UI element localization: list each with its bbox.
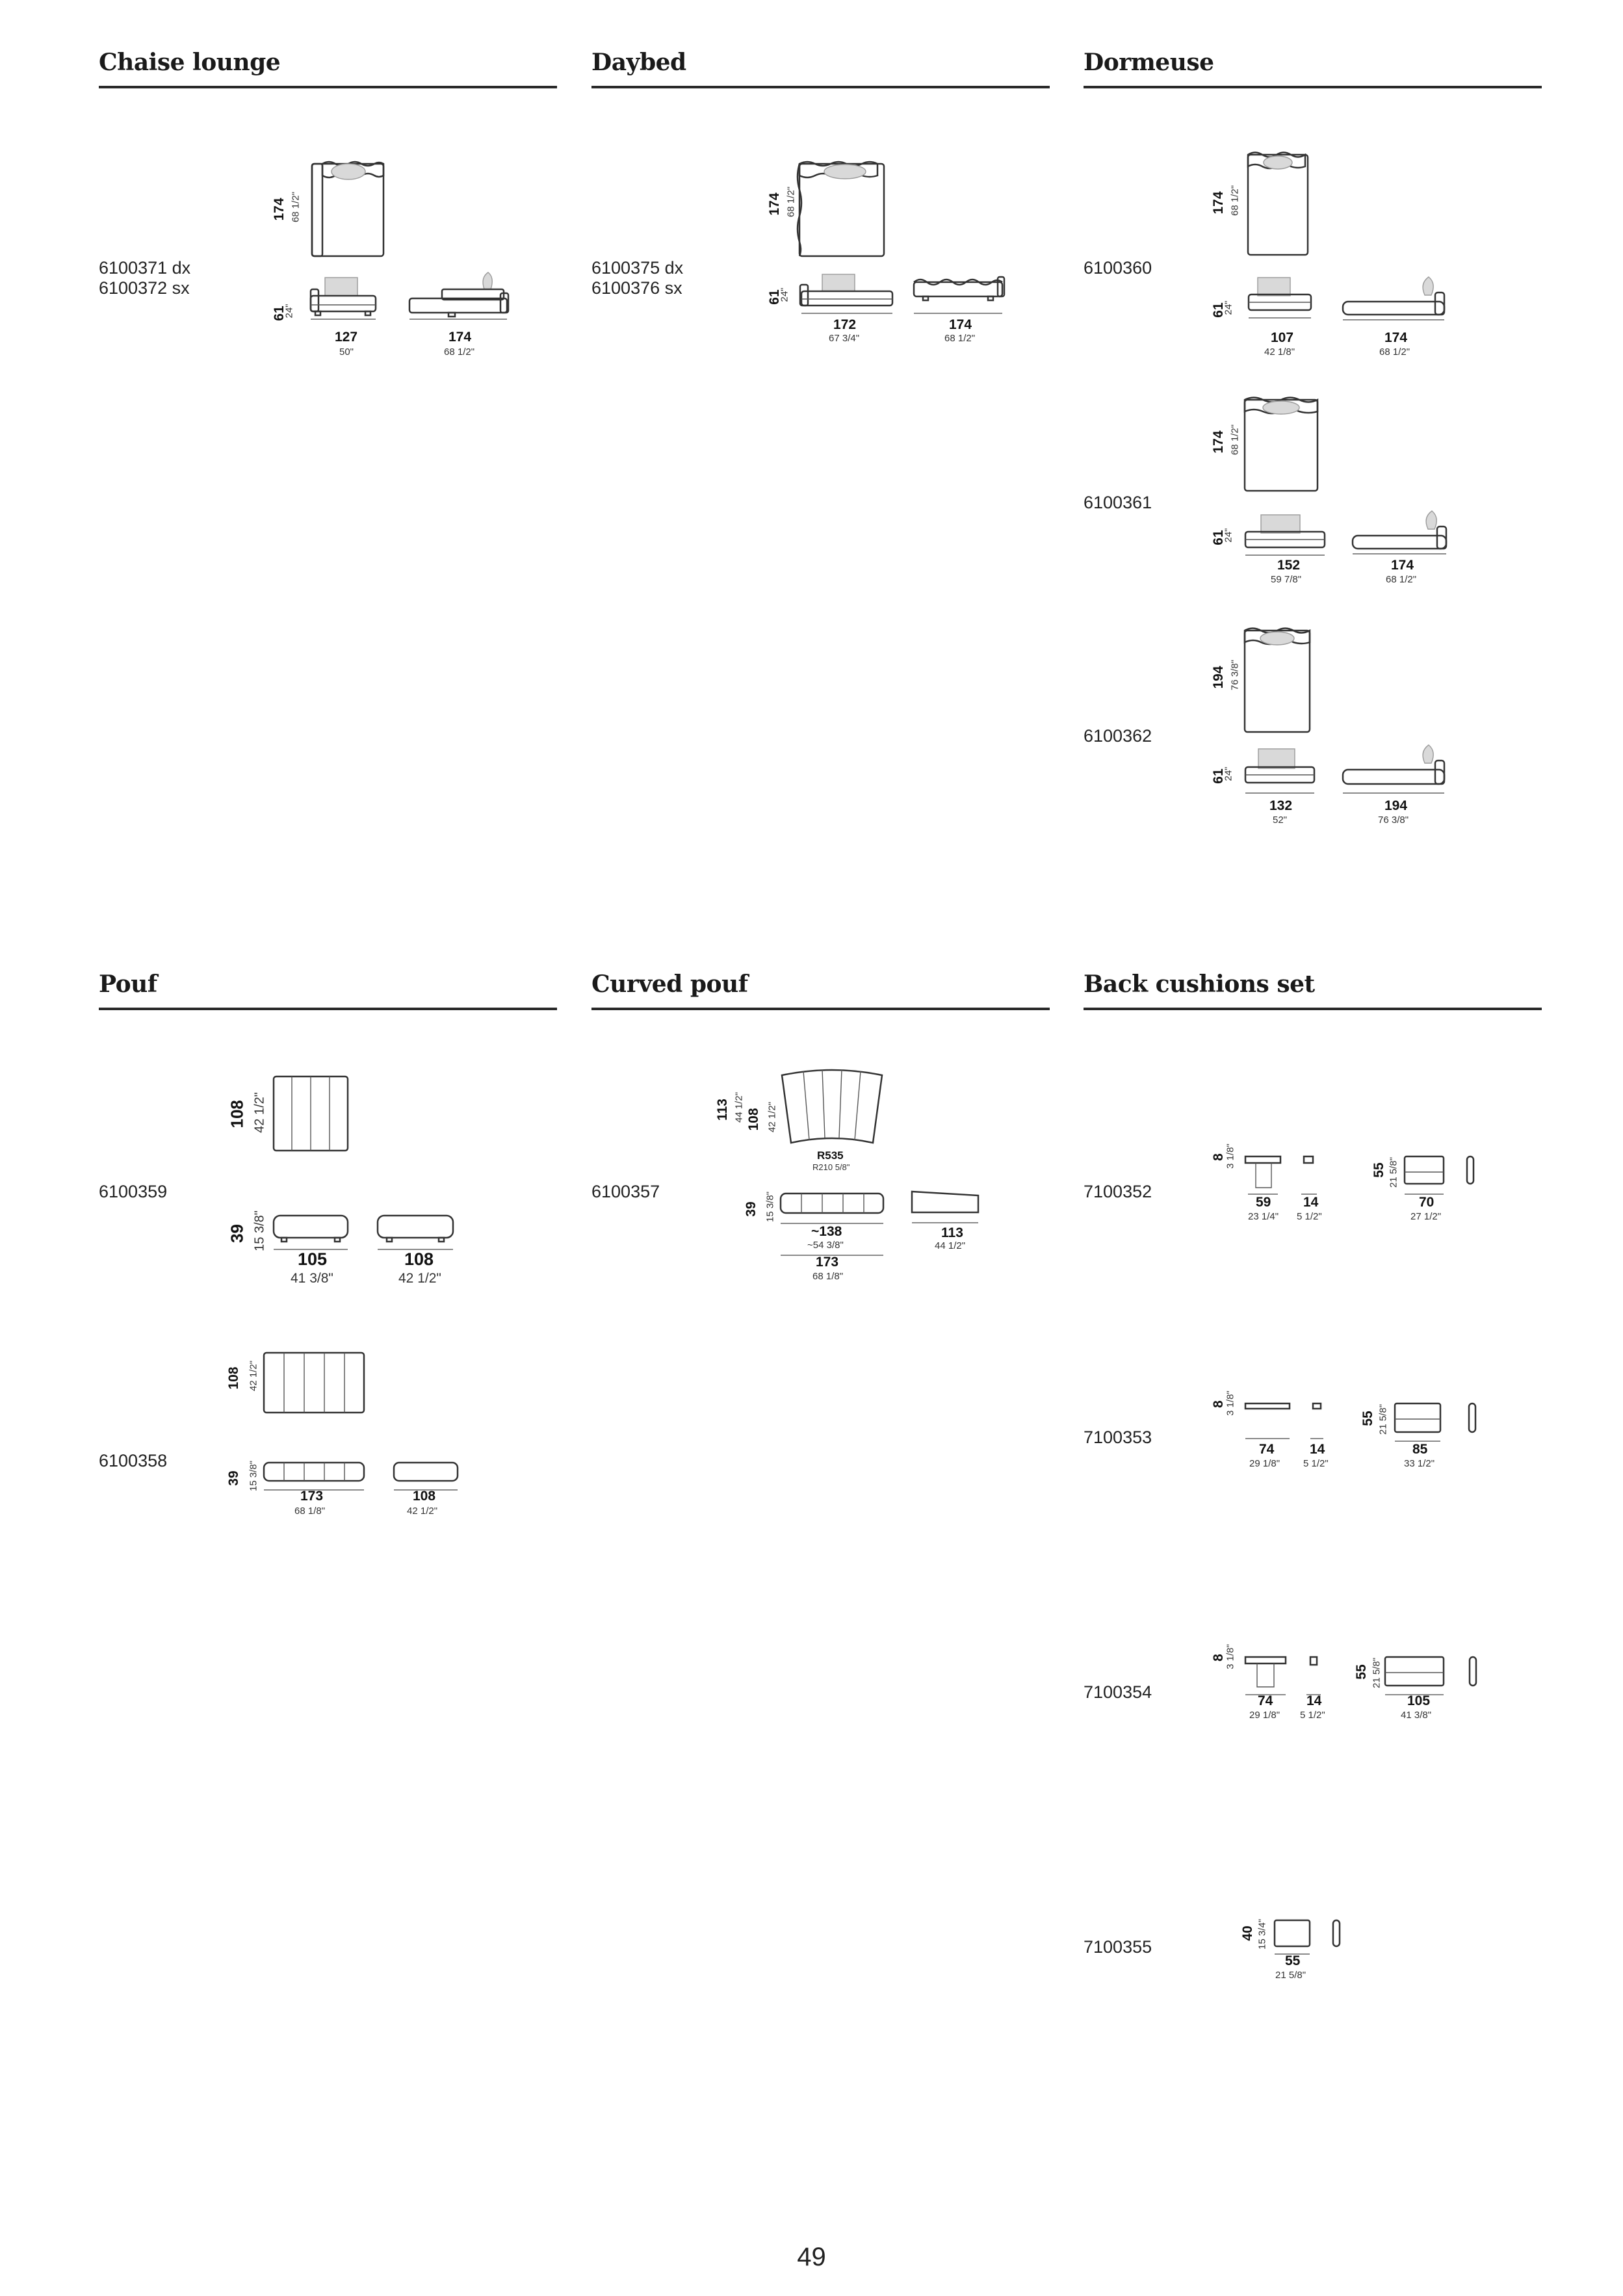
dim-front-width-cm: 105 [298,1249,328,1269]
dim-plan-depth-in: 76 3/8" [1229,659,1241,691]
dim-top-width-cm: 74 [1259,1442,1275,1457]
dim-plan-depth-in: 42 1/2" [252,1092,267,1133]
dim-inner-depth-in: 42 1/2" [766,1101,778,1133]
dim-plan-depth-in: 68 1/2" [1229,185,1241,216]
dim-top-width-in: 23 1/4" [1248,1211,1279,1222]
section-curved-pouf [591,969,1050,1010]
dim-side-length-in: 42 1/2" [398,1271,441,1286]
dormeuse-side-drawing [1339,273,1449,325]
dim-front-width-in: 68 1/8" [294,1506,326,1517]
dim-front-width-cm: 173 [816,1255,839,1270]
cushion-front-drawing [1271,1918,1349,1970]
cushion-front-drawing [1381,1654,1492,1713]
dormeuse-plan-drawing [1238,624,1316,735]
dim-side-depth-cm: 14 [1303,1195,1319,1210]
dim-side-length-cm: 174 [949,317,972,332]
product-code: 6100357 [591,1182,660,1201]
dim-front-width-in: 21 5/8" [1275,1970,1306,1981]
product-code: 6100359 [99,1182,168,1201]
section-divider [1084,1008,1542,1010]
dim-radius-cm: R535 [817,1149,844,1162]
dim-side-length-cm: 113 [941,1225,963,1240]
dormeuse-plan-drawing [1238,393,1323,497]
product-code: 6100375 dx 6100376 sx [591,258,684,298]
dormeuse-side-drawing [1349,507,1453,559]
section-title: Daybed [591,49,686,76]
dim-side-length-in: 76 3/8" [1378,815,1409,826]
dim-side-length-cm: 174 [1384,330,1408,345]
pouf-plan-drawing [270,1073,354,1157]
product-code: 6100360 [1084,258,1152,278]
dim-front-width-cm: 105 [1407,1693,1431,1708]
page-number: 49 [797,2243,826,2271]
section-divider [99,1008,557,1010]
dim-outer-depth-cm: 113 [715,1099,730,1121]
dim-arc-width-in: ~54 3/8" [807,1240,844,1251]
dim-plan-depth-cm: 108 [226,1366,241,1390]
dim-height-cm: 61 [272,306,287,321]
dim-side-length-in: 42 1/2" [407,1506,438,1517]
dim-front-width-in: 42 1/8" [1264,346,1295,358]
dim-front-width-in: 68 1/8" [812,1271,844,1282]
dormeuse-front-drawing [1241,514,1332,559]
product-code: 7100353 [1084,1428,1152,1447]
curved-pouf-front-drawing [777,1190,887,1229]
dim-front-width-in: 27 1/2" [1410,1211,1442,1222]
dim-plan-depth-cm: 174 [767,192,782,216]
section-title: Dormeuse [1084,49,1214,76]
curved-pouf-plan-drawing [777,1066,887,1151]
section-divider [591,86,1050,88]
dim-side-length-in: 44 1/2" [935,1240,966,1251]
dim-outer-depth-in: 44 1/2" [733,1091,745,1123]
dim-top-width-cm: 74 [1258,1693,1273,1708]
section-title: Pouf [99,971,157,998]
section-divider [591,1008,1050,1010]
dim-thickness-in: 3 1/8" [1225,1644,1236,1669]
product-code: 7100354 [1084,1682,1152,1702]
dim-radius-in: R210 5/8" [812,1162,850,1172]
pouf-plan-drawing [260,1349,370,1420]
dim-front-width-cm: 70 [1419,1195,1435,1210]
dim-height-cm: 39 [227,1224,247,1243]
dim-front-width-cm: 172 [833,317,857,332]
dim-thickness-cm: 8 [1211,1400,1226,1408]
dim-height-in: 24" [1223,300,1234,315]
section-title: Back cushions set [1084,971,1315,998]
section-dormeuse [1084,47,1542,88]
dim-front-width-cm: 85 [1412,1442,1428,1457]
section-daybed [591,47,1050,88]
cushion-front-drawing [1391,1401,1488,1459]
section-title: Chaise lounge [99,49,281,76]
dim-height-in: 15 3/8" [252,1210,267,1251]
dim-front-width-in: 67 3/4" [829,333,860,344]
dim-height-in: 24" [283,304,295,319]
product-code: 6100362 [1084,726,1152,746]
product-code: 7100352 [1084,1182,1152,1201]
dim-front-width-cm: 132 [1269,798,1293,813]
chaise-plan-drawing [305,156,396,260]
dim-plan-depth-in: 42 1/2" [248,1360,259,1392]
dim-side-length-cm: 108 [404,1249,434,1269]
chaise-side-drawing [403,270,513,328]
dim-front-width-cm: 107 [1271,330,1294,345]
dim-front-height-cm: 55 [1371,1162,1386,1178]
dim-height-cm: 61 [1211,302,1226,318]
dim-front-height-cm: 40 [1240,1925,1255,1941]
section-divider [1084,86,1542,88]
dim-front-height-cm: 55 [1360,1411,1375,1426]
dormeuse-plan-drawing [1241,148,1313,259]
dim-arc-width-cm: ~138 [811,1224,842,1239]
dim-side-length-in: 68 1/2" [944,333,976,344]
chaise-front-drawing [305,276,383,328]
dim-height-cm: 61 [1211,530,1226,545]
dim-side-depth-cm: 14 [1310,1442,1325,1457]
section-pouf [99,969,557,1010]
dim-front-height-in: 21 5/8" [1388,1156,1399,1188]
dim-height-in: 15 3/8" [248,1460,259,1492]
dim-side-length-cm: 174 [448,330,472,345]
dim-front-width-in: 33 1/2" [1404,1458,1435,1469]
cushion-front-drawing [1401,1154,1485,1212]
dim-plan-depth-cm: 194 [1211,666,1226,689]
curved-pouf-side-drawing [907,1186,985,1225]
dim-plan-depth-cm: 174 [1211,430,1226,454]
dim-side-depth-cm: 14 [1306,1693,1322,1708]
dim-side-length-in: 68 1/2" [1379,346,1410,358]
daybed-front-drawing [796,273,900,319]
daybed-plan-drawing [793,156,890,260]
dim-height-in: 15 3/8" [764,1191,776,1223]
dim-front-width-in: 41 3/8" [1401,1710,1432,1721]
dim-front-width-in: 41 3/8" [291,1271,333,1286]
dim-side-depth-in: 5 1/2" [1300,1710,1325,1721]
dim-side-depth-in: 5 1/2" [1303,1458,1329,1469]
product-code: 6100371 dx 6100372 sx [99,258,191,298]
daybed-side-drawing [910,273,1007,319]
dim-top-width-in: 29 1/8" [1249,1458,1280,1469]
section-title: Curved pouf [591,971,748,998]
dim-front-height-cm: 55 [1354,1664,1369,1680]
dim-side-length-cm: 194 [1384,798,1408,813]
dim-front-height-in: 21 5/8" [1371,1657,1383,1689]
section-chaise-lounge [99,47,557,88]
product-code: 6100361 [1084,493,1152,512]
dim-front-width-cm: 55 [1285,1953,1301,1968]
dim-front-height-in: 21 5/8" [1377,1403,1389,1435]
dim-side-depth-in: 5 1/2" [1297,1211,1322,1222]
dim-side-length-cm: 108 [413,1489,436,1504]
dim-thickness-cm: 8 [1211,1153,1226,1161]
dim-top-width-cm: 59 [1256,1195,1271,1210]
dim-inner-depth-cm: 108 [746,1108,761,1131]
dim-thickness-in: 3 1/8" [1225,1143,1236,1169]
dim-height-cm: 39 [744,1201,759,1217]
product-code: 7100355 [1084,1937,1152,1957]
dim-side-length-in: 68 1/2" [1386,574,1417,585]
dim-top-width-in: 29 1/8" [1249,1710,1280,1721]
section-divider [99,86,557,88]
dim-plan-depth-cm: 174 [272,198,287,221]
dim-side-length-in: 68 1/2" [444,346,475,358]
dormeuse-front-drawing [1245,276,1316,322]
dim-plan-depth-cm: 108 [227,1100,247,1128]
dormeuse-front-drawing [1241,748,1319,800]
dim-height-cm: 61 [767,289,782,305]
dim-plan-depth-in: 68 1/2" [785,186,797,218]
dim-plan-depth-cm: 174 [1211,191,1226,215]
dim-front-height-in: 15 3/4" [1256,1918,1268,1950]
section-back-cushions [1084,969,1542,1010]
dim-side-length-cm: 174 [1391,558,1414,573]
dim-front-width-in: 59 7/8" [1271,574,1302,585]
dim-front-width-in: 52" [1273,815,1288,826]
dim-thickness-cm: 8 [1211,1654,1226,1662]
dim-thickness-in: 3 1/8" [1225,1390,1236,1416]
dim-height-in: 24" [1223,528,1234,543]
dim-front-width-cm: 152 [1277,558,1301,573]
dim-plan-depth-in: 68 1/2" [1229,424,1241,456]
dim-front-width-cm: 173 [300,1489,324,1504]
dim-height-cm: 61 [1211,768,1226,784]
dim-front-width-in: 50" [339,346,354,358]
dim-height-cm: 39 [226,1470,241,1486]
dim-height-in: 24" [1223,766,1234,781]
dim-plan-depth-in: 68 1/2" [290,191,302,223]
product-code: 6100358 [99,1451,168,1470]
dim-height-in: 24" [779,287,790,302]
dormeuse-side-drawing [1339,741,1449,800]
dim-front-width-cm: 127 [335,330,358,345]
